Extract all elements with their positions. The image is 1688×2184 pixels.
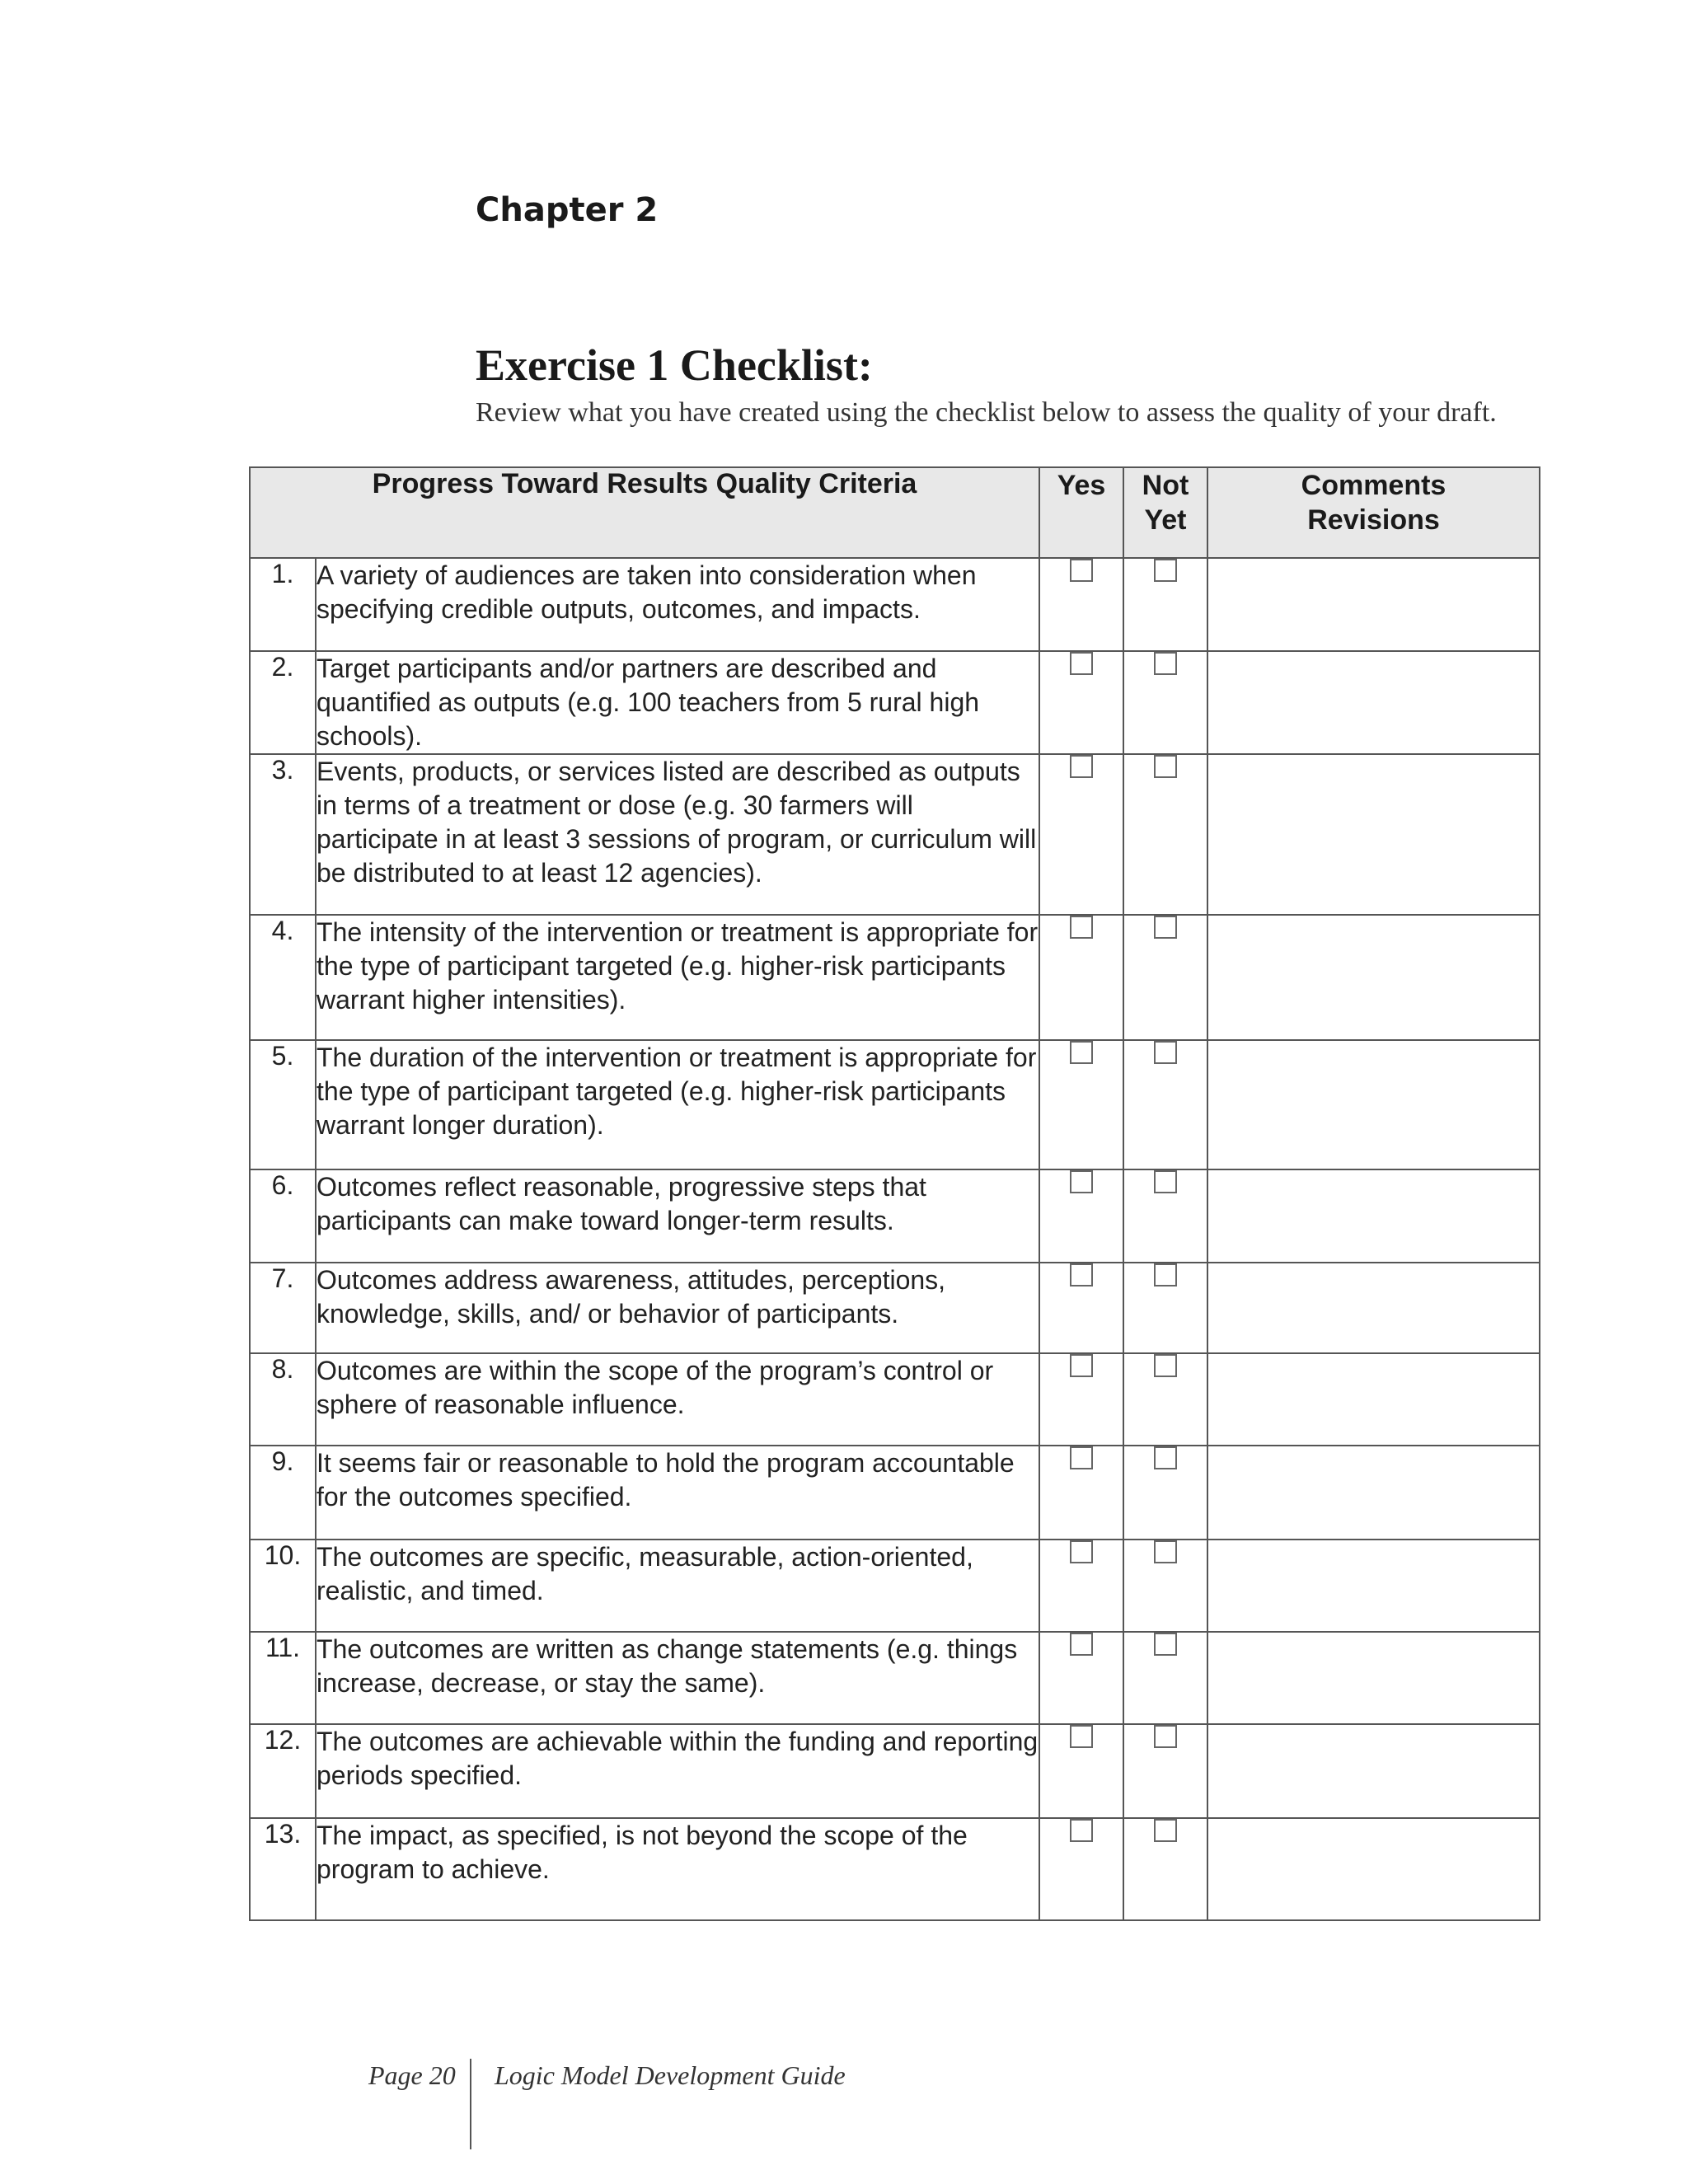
- not-yet-cell: [1123, 1818, 1207, 1920]
- criterion-text: Target participants and/or partners are described and quantified as outputs (e.g. 100 teachers from 5 rural high schools).: [316, 651, 1039, 754]
- yes-checkbox[interactable]: [1070, 1819, 1093, 1842]
- criterion-text: The impact, as specified, is not beyond the scope of the program to achieve.: [316, 1818, 1039, 1920]
- comments-header: Comments Revisions: [1207, 467, 1540, 558]
- row-number: 10.: [250, 1540, 316, 1632]
- not-yet-checkbox[interactable]: [1154, 1819, 1177, 1842]
- row-number: 13.: [250, 1818, 316, 1920]
- yes-cell: [1039, 915, 1123, 1040]
- not-yet-cell: [1123, 651, 1207, 754]
- yes-checkbox[interactable]: [1070, 1446, 1093, 1469]
- yes-checkbox[interactable]: [1070, 1725, 1093, 1748]
- yes-cell: [1039, 1040, 1123, 1169]
- not-yet-checkbox[interactable]: [1154, 1446, 1177, 1469]
- not-yet-cell: [1123, 1263, 1207, 1353]
- yes-cell: [1039, 1818, 1123, 1920]
- yes-cell: [1039, 1446, 1123, 1540]
- row-number: 2.: [250, 651, 316, 754]
- not-yet-cell: [1123, 558, 1207, 651]
- yes-cell: [1039, 1540, 1123, 1632]
- exercise-title: Exercise 1 Checklist:: [476, 340, 873, 390]
- comments-cell[interactable]: [1207, 651, 1540, 754]
- comments-cell[interactable]: [1207, 1818, 1540, 1920]
- yes-checkbox[interactable]: [1070, 755, 1093, 778]
- not-yet-checkbox[interactable]: [1154, 559, 1177, 582]
- table-row: [250, 558, 1540, 651]
- not-yet-cell: [1123, 1632, 1207, 1724]
- criterion-text: Outcomes are within the scope of the program’s control or sphere of reasonable influence.: [316, 1353, 1039, 1446]
- comments-cell[interactable]: [1207, 1632, 1540, 1724]
- yes-checkbox[interactable]: [1070, 1041, 1093, 1064]
- criterion-text: The outcomes are achievable within the funding and reporting periods specified.: [316, 1724, 1039, 1818]
- row-number: 11.: [250, 1632, 316, 1724]
- table-row: [250, 1263, 1540, 1353]
- row-number: 7.: [250, 1263, 316, 1353]
- comments-cell[interactable]: [1207, 1540, 1540, 1632]
- not-yet-checkbox[interactable]: [1154, 1540, 1177, 1563]
- not-yet-checkbox[interactable]: [1154, 652, 1177, 675]
- not-yet-checkbox[interactable]: [1154, 1725, 1177, 1748]
- row-number: 4.: [250, 915, 316, 1040]
- checklist-table: [249, 466, 1540, 1921]
- comments-cell[interactable]: [1207, 1724, 1540, 1818]
- criterion-text: It seems fair or reasonable to hold the program accountable for the outcomes specified.: [316, 1446, 1039, 1540]
- not-yet-cell: [1123, 1446, 1207, 1540]
- yes-checkbox[interactable]: [1070, 916, 1093, 939]
- not-yet-checkbox[interactable]: [1154, 1041, 1177, 1064]
- criterion-text: Events, products, or services listed are described as outputs in terms of a treatment or dose (e.g. 30 farmers will participate in at least 3 sessions of program, or curriculum will be distributed to at least 12 agencies).: [316, 754, 1039, 915]
- comments-cell[interactable]: [1207, 915, 1540, 1040]
- not-yet-header: Not Yet: [1123, 467, 1207, 558]
- row-number: 8.: [250, 1353, 316, 1446]
- not-yet-cell: [1123, 1540, 1207, 1632]
- yes-cell: [1039, 1353, 1123, 1446]
- not-yet-cell: [1123, 1169, 1207, 1263]
- yes-header: Yes: [1039, 467, 1123, 558]
- row-number: 1.: [250, 558, 316, 651]
- criterion-text: The outcomes are written as change statements (e.g. things increase, decrease, or stay the same).: [316, 1632, 1039, 1724]
- not-yet-checkbox[interactable]: [1154, 1170, 1177, 1193]
- row-number: 5.: [250, 1040, 316, 1169]
- yes-cell: [1039, 651, 1123, 754]
- yes-checkbox[interactable]: [1070, 1170, 1093, 1193]
- yes-cell: [1039, 1263, 1123, 1353]
- yes-checkbox[interactable]: [1070, 559, 1093, 582]
- table-row: [250, 1632, 1540, 1724]
- yes-cell: [1039, 1169, 1123, 1263]
- not-yet-checkbox[interactable]: [1154, 1633, 1177, 1656]
- yes-checkbox[interactable]: [1070, 652, 1093, 675]
- not-yet-cell: [1123, 1040, 1207, 1169]
- yes-cell: [1039, 1724, 1123, 1818]
- not-yet-cell: [1123, 1724, 1207, 1818]
- header-row: [250, 467, 1540, 558]
- yes-cell: [1039, 558, 1123, 651]
- page-number: Page 20: [368, 2060, 456, 2090]
- yes-cell: [1039, 754, 1123, 915]
- criterion-text: The intensity of the intervention or treatment is appropriate for the type of participant targeted (e.g. higher-risk participants warrant higher intensities).: [316, 915, 1039, 1040]
- criterion-text: The duration of the intervention or treatment is appropriate for the type of participant targeted (e.g. higher-risk participants warrant longer duration).: [316, 1040, 1039, 1169]
- not-yet-cell: [1123, 1353, 1207, 1446]
- comments-cell[interactable]: [1207, 1446, 1540, 1540]
- table-row: [250, 754, 1540, 915]
- exercise-subtitle: Review what you have created using the checklist below to assess the quality of your draft.: [476, 397, 1497, 428]
- yes-checkbox[interactable]: [1070, 1354, 1093, 1377]
- yes-checkbox[interactable]: [1070, 1540, 1093, 1563]
- comments-cell[interactable]: [1207, 1169, 1540, 1263]
- not-yet-checkbox[interactable]: [1154, 916, 1177, 939]
- table-row: [250, 1446, 1540, 1540]
- yes-checkbox[interactable]: [1070, 1263, 1093, 1286]
- table-row: [250, 1724, 1540, 1818]
- table-row: [250, 915, 1540, 1040]
- yes-checkbox[interactable]: [1070, 1633, 1093, 1656]
- not-yet-checkbox[interactable]: [1154, 755, 1177, 778]
- row-number: 3.: [250, 754, 316, 915]
- comments-cell[interactable]: [1207, 1040, 1540, 1169]
- criterion-text: A variety of audiences are taken into consideration when specifying credible outputs, outcomes, and impacts.: [316, 558, 1039, 651]
- guide-title: Logic Model Development Guide: [495, 2060, 846, 2090]
- row-number: 12.: [250, 1724, 316, 1818]
- comments-cell[interactable]: [1207, 1263, 1540, 1353]
- criteria-header: Progress Toward Results Quality Criteria: [250, 467, 1039, 558]
- comments-cell[interactable]: [1207, 1353, 1540, 1446]
- table-row: [250, 1818, 1540, 1920]
- comments-cell[interactable]: [1207, 558, 1540, 651]
- criterion-text: Outcomes address awareness, attitudes, perceptions, knowledge, skills, and/ or behavior of participants.: [316, 1263, 1039, 1353]
- footer-divider: [470, 2059, 471, 2149]
- criterion-text: The outcomes are specific, measurable, action-oriented, realistic, and timed.: [316, 1540, 1039, 1632]
- row-number: 6.: [250, 1169, 316, 1263]
- table-row: [250, 1540, 1540, 1632]
- not-yet-cell: [1123, 754, 1207, 915]
- table-row: [250, 1040, 1540, 1169]
- not-yet-checkbox[interactable]: [1154, 1354, 1177, 1377]
- yes-cell: [1039, 1632, 1123, 1724]
- chapter-heading: Chapter 2: [476, 191, 659, 229]
- not-yet-cell: [1123, 915, 1207, 1040]
- row-number: 9.: [250, 1446, 316, 1540]
- table-row: [250, 1169, 1540, 1263]
- not-yet-checkbox[interactable]: [1154, 1263, 1177, 1286]
- table-row: [250, 1353, 1540, 1446]
- criterion-text: Outcomes reflect reasonable, progressive steps that participants can make toward longer-term results.: [316, 1169, 1039, 1263]
- comments-cell[interactable]: [1207, 754, 1540, 915]
- table-row: [250, 651, 1540, 754]
